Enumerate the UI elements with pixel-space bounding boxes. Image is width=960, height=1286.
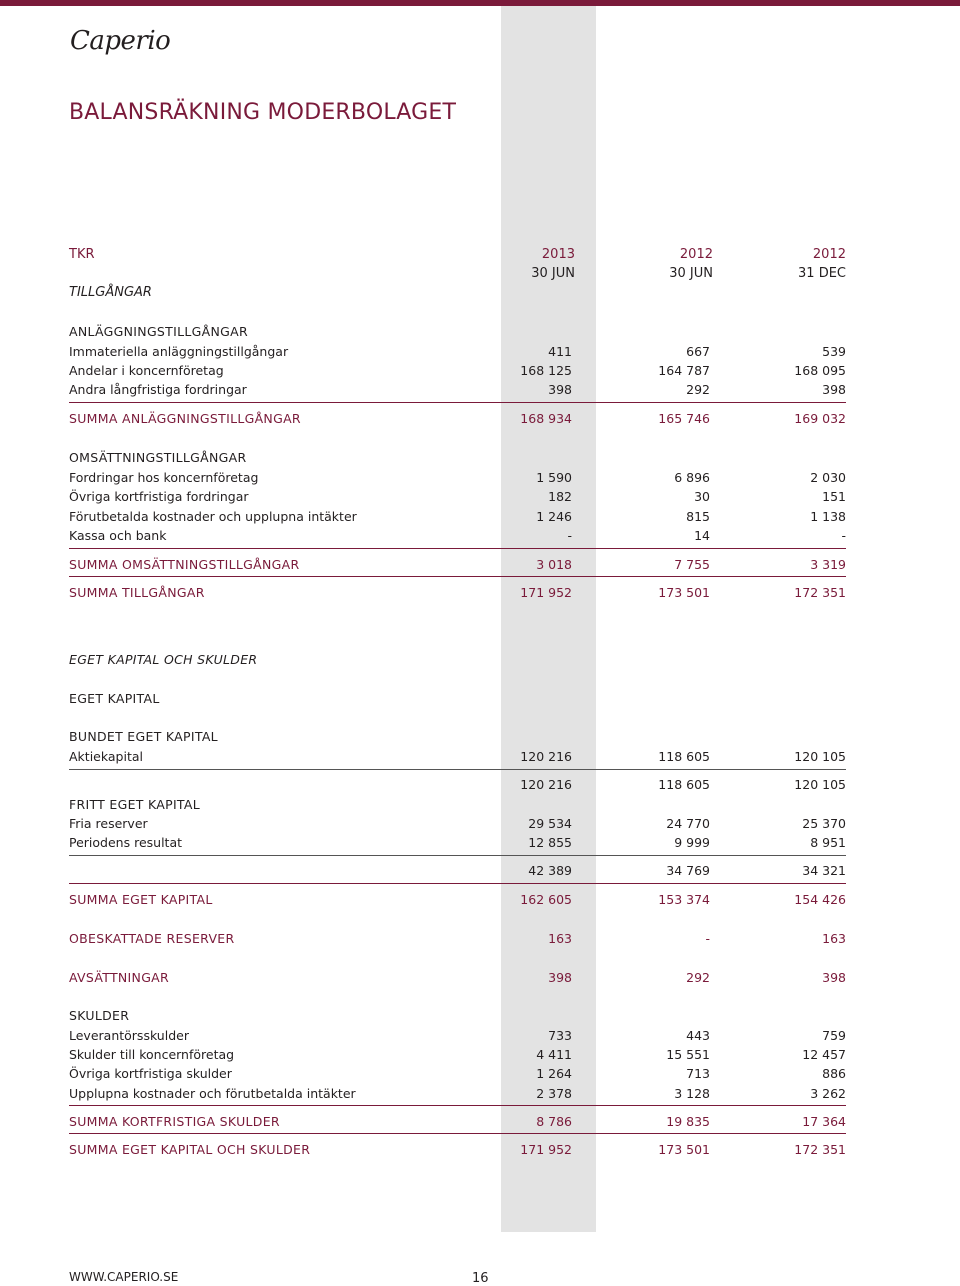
- table-row: [69, 1007, 846, 1024]
- row-label: Fordringar hos koncernföretag: [69, 470, 259, 485]
- row-label: Kassa och bank: [69, 528, 167, 543]
- row-label: OMSÄTTNINGSTILLGÅNGAR: [69, 450, 247, 465]
- value-2012-dec: 759: [822, 1028, 846, 1043]
- col3-year: 2012: [812, 247, 846, 262]
- row-label: EGET KAPITAL: [69, 691, 160, 706]
- value-2012-jun: 24 770: [666, 816, 710, 831]
- value-2012-dec: 172 351: [794, 1142, 846, 1157]
- value-2012-jun: 173 501: [658, 1142, 710, 1157]
- value-2012-dec: 886: [822, 1066, 846, 1081]
- row-label: SUMMA EGET KAPITAL OCH SKULDER: [69, 1142, 311, 1157]
- value-2012-dec: 1 138: [810, 509, 846, 524]
- row-label: Upplupna kostnader och förutbetalda intäkter: [69, 1086, 356, 1101]
- table-row: [69, 343, 846, 360]
- value-2012-dec: 34 321: [802, 863, 846, 878]
- sum-row: [69, 930, 846, 947]
- page-number: 16: [472, 1271, 489, 1286]
- sum-row: [69, 1141, 846, 1158]
- value-2013-jun: 171 952: [520, 585, 572, 600]
- table-row: [69, 527, 846, 544]
- value-2012-jun: 7 755: [674, 557, 710, 572]
- value-2012-jun: 3 128: [674, 1086, 710, 1101]
- row-label: Övriga kortfristiga skulder: [69, 1066, 232, 1081]
- col2-year: 2012: [679, 247, 713, 262]
- table-row: [69, 362, 846, 379]
- tkr-label: TKR: [69, 247, 95, 262]
- divider: [69, 548, 846, 549]
- divider: [69, 883, 846, 884]
- table-row: [69, 728, 846, 745]
- value-2013-jun: 171 952: [520, 1142, 572, 1157]
- value-2012-jun: 292: [686, 382, 710, 397]
- row-label: SUMMA TILLGÅNGAR: [69, 585, 205, 600]
- subtotal-row: [69, 862, 846, 879]
- value-2013-jun: 398: [548, 382, 572, 397]
- sum-row: [69, 556, 846, 573]
- value-2012-jun: 118 605: [658, 749, 710, 764]
- value-2012-jun: 30: [694, 489, 710, 504]
- value-2012-jun: 165 746: [658, 411, 710, 426]
- value-2013-jun: 8 786: [536, 1114, 572, 1129]
- row-label: Aktiekapital: [69, 749, 143, 764]
- value-2012-jun: 9 999: [674, 835, 710, 850]
- table-row: [69, 796, 846, 813]
- value-2013-jun: 120 216: [520, 749, 572, 764]
- col2-date: 30 JUN: [669, 266, 713, 281]
- row-label: Leverantörsskulder: [69, 1028, 189, 1043]
- value-2012-jun: 6 896: [674, 470, 710, 485]
- divider: [69, 402, 846, 403]
- value-2012-dec: 17 364: [802, 1114, 846, 1129]
- value-2012-dec: 151: [822, 489, 846, 504]
- value-2013-jun: 182: [548, 489, 572, 504]
- subtotal-row: [69, 776, 846, 793]
- top-accent-bar: [0, 0, 960, 6]
- table-row: [69, 1027, 846, 1044]
- value-2012-dec: 154 426: [794, 892, 846, 907]
- table-row: [69, 815, 846, 832]
- row-label: SUMMA OMSÄTTNINGSTILLGÅNGAR: [69, 557, 300, 572]
- row-label: Andelar i koncernföretag: [69, 363, 224, 378]
- value-2012-dec: 3 319: [810, 557, 846, 572]
- row-label: SKULDER: [69, 1008, 130, 1023]
- row-label: Övriga kortfristiga fordringar: [69, 489, 249, 504]
- divider: [69, 1133, 846, 1134]
- value-2012-jun: 815: [686, 509, 710, 524]
- table-row: [69, 381, 846, 398]
- value-2012-jun: 292: [686, 970, 710, 985]
- sum-row: [69, 969, 846, 986]
- row-label: SUMMA ANLÄGGNINGSTILLGÅNGAR: [69, 411, 301, 426]
- row-label: Fria reserver: [69, 816, 148, 831]
- table-row: [69, 748, 846, 765]
- table-row: [69, 488, 846, 505]
- caperio-logo: Caperio: [70, 26, 171, 56]
- col3-date: 31 DEC: [798, 266, 846, 281]
- section-tillgangar: TILLGÅNGAR: [69, 285, 152, 300]
- value-2012-jun: 713: [686, 1066, 710, 1081]
- value-2013-jun: 12 855: [528, 835, 572, 850]
- value-2012-dec: 163: [822, 931, 846, 946]
- value-2013-jun: -: [567, 528, 572, 543]
- divider: [69, 855, 846, 856]
- value-2012-dec: 3 262: [810, 1086, 846, 1101]
- table-row: [69, 469, 846, 486]
- value-2013-jun: 733: [548, 1028, 572, 1043]
- value-2013-jun: 1 264: [536, 1066, 572, 1081]
- row-label: Immateriella anläggningstillgångar: [69, 344, 289, 359]
- value-2012-dec: 168 095: [794, 363, 846, 378]
- table-row: [69, 508, 846, 525]
- row-label: AVSÄTTNINGAR: [69, 970, 170, 985]
- value-2012-jun: 14: [694, 528, 710, 543]
- value-2013-jun: 411: [548, 344, 572, 359]
- sum-row: [69, 1113, 846, 1130]
- value-2012-jun: 34 769: [666, 863, 710, 878]
- value-2012-dec: 398: [822, 970, 846, 985]
- value-2012-dec: -: [841, 528, 846, 543]
- value-2013-jun: 163: [548, 931, 572, 946]
- value-2012-dec: 398: [822, 382, 846, 397]
- divider: [69, 576, 846, 577]
- section-heading: [69, 690, 846, 707]
- row-label: BUNDET EGET KAPITAL: [69, 729, 218, 744]
- value-2013-jun: 3 018: [536, 557, 572, 572]
- value-2012-jun: 443: [686, 1028, 710, 1043]
- value-2013-jun: 398: [548, 970, 572, 985]
- value-2012-dec: 2 030: [810, 470, 846, 485]
- table-row: [69, 1065, 846, 1082]
- value-2012-dec: 25 370: [802, 816, 846, 831]
- value-2012-jun: 118 605: [658, 777, 710, 792]
- value-2012-jun: -: [705, 931, 710, 946]
- value-2013-jun: 120 216: [520, 777, 572, 792]
- value-2012-dec: 120 105: [794, 749, 846, 764]
- row-label: EGET KAPITAL OCH SKULDER: [69, 652, 258, 667]
- row-label: Skulder till koncernföretag: [69, 1047, 235, 1062]
- row-label: SUMMA EGET KAPITAL: [69, 892, 213, 907]
- value-2012-jun: 173 501: [658, 585, 710, 600]
- divider: [69, 769, 846, 770]
- table-row: [69, 834, 846, 851]
- value-2012-jun: 667: [686, 344, 710, 359]
- sum-row: [69, 584, 846, 601]
- value-2012-dec: 539: [822, 344, 846, 359]
- sum-row: [69, 410, 846, 427]
- row-label: Periodens resultat: [69, 835, 183, 850]
- row-label: OBESKATTADE RESERVER: [69, 931, 235, 946]
- row-label: ANLÄGGNINGSTILLGÅNGAR: [69, 324, 248, 339]
- value-2012-dec: 8 951: [810, 835, 846, 850]
- sum-row: [69, 891, 846, 908]
- table-row: [69, 1085, 846, 1102]
- value-2012-jun: 19 835: [666, 1114, 710, 1129]
- col1-date: 30 JUN: [531, 266, 575, 281]
- value-2012-jun: 153 374: [658, 892, 710, 907]
- row-label: FRITT EGET KAPITAL: [69, 797, 201, 812]
- value-2013-jun: 1 590: [536, 470, 572, 485]
- value-2013-jun: 1 246: [536, 509, 572, 524]
- row-label: Andra långfristiga fordringar: [69, 382, 247, 397]
- value-2012-dec: 12 457: [802, 1047, 846, 1062]
- value-2012-jun: 15 551: [666, 1047, 710, 1062]
- divider: [69, 1105, 846, 1106]
- table-row: [69, 323, 846, 340]
- value-2013-jun: 42 389: [528, 863, 572, 878]
- value-2013-jun: 168 934: [520, 411, 572, 426]
- section-heading: [69, 651, 846, 668]
- value-2013-jun: 162 605: [520, 892, 572, 907]
- value-2012-jun: 164 787: [658, 363, 710, 378]
- row-label: Förutbetalda kostnader och upplupna intäkter: [69, 509, 357, 524]
- value-2013-jun: 29 534: [528, 816, 572, 831]
- row-label: SUMMA KORTFRISTIGA SKULDER: [69, 1114, 280, 1129]
- value-2012-dec: 120 105: [794, 777, 846, 792]
- page-title: BALANSRÄKNING MODERBOLAGET: [69, 100, 457, 125]
- value-2013-jun: 168 125: [520, 363, 572, 378]
- value-2012-dec: 169 032: [794, 411, 846, 426]
- table-row: [69, 1046, 846, 1063]
- value-2012-dec: 172 351: [794, 585, 846, 600]
- table-row: [69, 449, 846, 466]
- col1-year: 2013: [541, 247, 575, 262]
- value-2013-jun: 4 411: [536, 1047, 572, 1062]
- footer-website-link[interactable]: WWW.CAPERIO.SE: [69, 1270, 179, 1284]
- value-2013-jun: 2 378: [536, 1086, 572, 1101]
